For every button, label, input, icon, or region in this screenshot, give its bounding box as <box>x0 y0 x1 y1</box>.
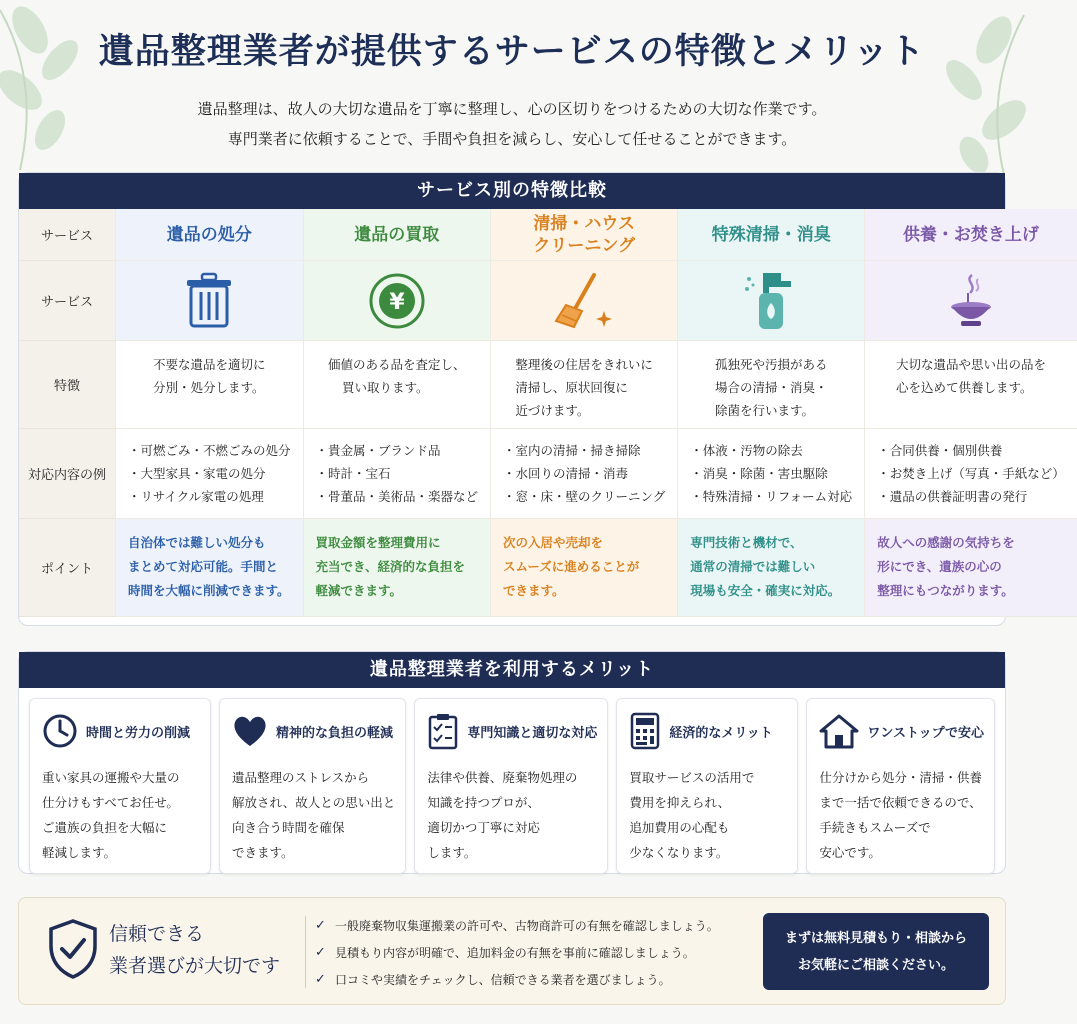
example-item: ・消臭・除菌・害虫駆除 <box>690 466 828 481</box>
merit-title: 経済的なメリット <box>669 725 773 741</box>
point-text: 現場も安全・確実に対応。 <box>690 583 841 598</box>
merit-text: 向き合う時間を確保 <box>232 820 345 835</box>
intro-line: 専門業者に依頼することで、手間や負担を減らし、安心して任せることができます。 <box>227 130 797 148</box>
point-text: 専門技術と機材で、 <box>690 535 803 550</box>
point-text: 整理にもつながります。 <box>877 583 1014 598</box>
example-item: ・貴金属・ブランド品 <box>315 443 441 458</box>
merit-text: 重い家具の運搬や大量の <box>42 770 180 785</box>
merit-text: 軽減します。 <box>42 845 117 860</box>
merits-header: 遺品整理業者を利用するメリット <box>19 652 1005 688</box>
trust-section <box>18 897 1006 1005</box>
point-text: 次の入居や売却を <box>503 535 604 550</box>
check-text: 見積もり内容が明確で、追加料金の有無を事前に確認しましょう。 <box>335 946 695 960</box>
point-text: 自治体では難しい処分も <box>128 535 266 550</box>
example-item: ・室内の清掃・掃き掃除 <box>503 443 641 458</box>
point-text: できます。 <box>503 583 565 598</box>
calculator-icon <box>629 712 661 750</box>
point-text: 充当でき、経済的な負担を <box>315 559 466 574</box>
divider <box>305 916 306 988</box>
merit-text: できます。 <box>232 845 294 860</box>
feature-text: 近づけます。 <box>515 403 590 418</box>
examples-cell <box>303 429 491 519</box>
feature-cell <box>677 341 864 429</box>
merit-text: まで一括で依頼できるので、 <box>819 795 982 810</box>
intro-line: 遺品整理は、故人の大切な遺品を丁寧に整理し、心の区切りをつけるための大切な作業です。 <box>197 100 827 118</box>
merit-text: 追加費用の心配も <box>629 820 730 835</box>
point-text: スムーズに進めることが <box>503 559 640 574</box>
point-text: 時間を大幅に削減できます。 <box>128 583 290 598</box>
point-text: 買取金額を整理費用に <box>315 535 441 550</box>
point-cell <box>677 519 864 617</box>
service-name-text: 遺品の買取 <box>354 224 440 245</box>
service-name-memorial <box>864 209 1077 261</box>
example-item: ・リサイクル家電の処理 <box>128 489 264 504</box>
merit-text: 法律や供養、廃棄物処理の <box>427 770 578 785</box>
service-name-text: 特殊清掃・消臭 <box>711 224 831 245</box>
service-icon-cell <box>303 261 491 341</box>
merit-cards <box>29 698 995 865</box>
feature-text: 買い取ります。 <box>342 380 429 395</box>
service-name-buyback <box>303 209 491 261</box>
merit-text: 手続きもスムーズで <box>819 820 931 835</box>
point-cell <box>303 519 491 617</box>
merit-text: 仕分けもすべてお任せ。 <box>42 795 179 810</box>
point-cell <box>490 519 677 617</box>
feature-text: 大切な遺品や思い出の品を <box>895 357 1046 372</box>
merit-title: 精神的な負担の軽減 <box>276 725 394 741</box>
feature-text: 分別・処分します。 <box>153 380 265 395</box>
example-item: ・窓・床・壁のクリーニング <box>503 489 666 504</box>
point-text: 故人への感謝の気持ちを <box>877 535 1015 550</box>
check-list <box>315 912 755 993</box>
merit-text: します。 <box>427 845 477 860</box>
merit-text: 解放され、故人との思い出と <box>232 795 396 810</box>
check-icon: ✓ <box>315 972 326 987</box>
svg-text:¥: ¥ <box>389 289 405 315</box>
feature-text: 整理後の住居をきれいに <box>515 357 653 372</box>
row-label-point: ポイント <box>19 519 115 617</box>
row-label-service-name: サービス <box>19 209 115 261</box>
feature-cell <box>115 341 303 429</box>
example-item: ・お焚き上げ（写真・手紙など） <box>877 466 1065 481</box>
heart-icon <box>232 714 268 748</box>
feature-cell <box>490 341 677 429</box>
merit-text: 知識を持つプロが、 <box>427 795 540 810</box>
merit-card-economic <box>616 698 798 874</box>
incense-burner-icon <box>944 271 998 331</box>
service-name-cleaning <box>490 209 677 261</box>
service-name-text: 供養・お焚き上げ <box>902 224 1039 245</box>
check-text: 一般廃棄物収集運搬業の許可や、古物商許可の有無を確認しましょう。 <box>335 919 719 933</box>
merit-card-one-stop <box>806 698 995 874</box>
service-icon-cell <box>677 261 864 341</box>
merit-text: 仕分けから処分・清掃・供養 <box>819 770 982 785</box>
trust-title-line: 業者選びが大切です <box>109 955 281 977</box>
feature-cell <box>864 341 1077 429</box>
service-icon-cell <box>115 261 303 341</box>
example-item: ・特殊清掃・リフォーム対応 <box>690 489 853 504</box>
merit-text: 費用を抑えられ、 <box>629 795 731 810</box>
merit-title: ワンストップで安心 <box>867 725 984 741</box>
intro-text <box>0 94 1024 154</box>
merit-title: 専門知識と適切な対応 <box>467 725 598 741</box>
house-icon <box>819 713 859 749</box>
merit-card-time <box>29 698 211 874</box>
comparison-table <box>19 209 1065 625</box>
comparison-header: サービス別の特徴比較 <box>19 173 1005 209</box>
page-title: 遺品整理業者が提供するサービスの特徴とメリット <box>98 31 926 72</box>
feature-text: 不要な遺品を適切に <box>153 357 266 372</box>
feature-cell <box>303 341 491 429</box>
merit-card-expertise <box>414 698 608 874</box>
checklist-icon <box>427 712 459 750</box>
yen-coin-icon <box>367 271 427 331</box>
check-icon: ✓ <box>315 918 326 933</box>
merit-text: 安心です。 <box>819 845 881 860</box>
service-name-text: 清掃・ハウス <box>533 213 635 234</box>
examples-cell <box>677 429 864 519</box>
check-item <box>315 939 755 966</box>
examples-cell <box>490 429 677 519</box>
point-cell <box>115 519 303 617</box>
point-text: まとめて対応可能。手間と <box>128 559 279 574</box>
merits-section <box>18 651 1006 874</box>
row-label-examples: 対応内容の例 <box>19 429 115 519</box>
cta-line: まずは無料見積もり・相談から <box>784 930 967 946</box>
check-item <box>315 966 755 993</box>
feature-text: 孤独死や汚損がある <box>714 357 828 372</box>
point-text: 形にでき、遺族の心の <box>877 559 1002 574</box>
feature-text: 除菌を行います。 <box>714 403 814 418</box>
example-item: ・時計・宝石 <box>315 466 391 481</box>
merit-text: 適切かつ丁寧に対応 <box>427 820 540 835</box>
cta-line: お気軽にご相談ください。 <box>797 957 954 973</box>
example-item: ・遺品の供養証明書の発行 <box>877 489 1028 504</box>
point-text: 軽減できます。 <box>315 583 403 598</box>
example-item: ・水回りの清掃・消毒 <box>503 466 629 481</box>
merit-text: ご遺族の負担を大幅に <box>42 820 168 835</box>
feature-text: 清掃し、原状回復に <box>515 380 628 395</box>
check-icon: ✓ <box>315 945 326 960</box>
free-estimate-button[interactable] <box>763 913 989 990</box>
examples-cell <box>864 429 1077 519</box>
feature-text: 場合の清掃・消臭・ <box>714 380 828 395</box>
examples-cell <box>115 429 303 519</box>
trust-title-line: 信頼できる <box>109 923 205 945</box>
clock-icon <box>42 713 78 749</box>
service-name-special-cleaning <box>677 209 864 261</box>
example-item: ・合同供養・個別供養 <box>877 443 1003 458</box>
trust-title <box>109 918 309 982</box>
point-cell <box>864 519 1077 617</box>
example-item: ・骨董品・美術品・楽器など <box>315 489 479 504</box>
merit-text: 買取サービスの活用で <box>629 770 755 785</box>
trash-can-icon <box>183 272 235 330</box>
merit-text: 遺品整理のストレスから <box>232 770 370 785</box>
feature-text: 心を込めて供養します。 <box>895 380 1033 395</box>
spray-bottle-icon <box>741 269 801 333</box>
row-label-feature: 特徴 <box>19 341 115 429</box>
service-icon-cell <box>490 261 677 341</box>
example-item: ・可燃ごみ・不燃ごみの処分 <box>128 443 291 458</box>
broom-icon <box>552 271 616 331</box>
feature-text: 価値のある品を査定し、 <box>328 357 466 372</box>
example-item: ・大型家具・家電の処分 <box>128 466 266 481</box>
check-item <box>315 912 755 939</box>
row-label-service-icon: サービス <box>19 261 115 341</box>
merit-text: 少なくなります。 <box>629 845 729 860</box>
shield-check-icon <box>47 918 99 980</box>
merit-title: 時間と労力の削減 <box>86 725 191 741</box>
check-text: 口コミや実績をチェックし、信頼できる業者を選びましょう。 <box>335 973 671 987</box>
merit-card-emotional <box>219 698 406 874</box>
service-name-disposal <box>115 209 303 261</box>
example-item: ・体液・汚物の除去 <box>690 443 803 458</box>
service-name-text: 遺品の処分 <box>166 224 252 245</box>
service-name-text: クリーニング <box>533 235 635 256</box>
point-text: 通常の清掃では難しい <box>690 559 816 574</box>
service-icon-cell <box>864 261 1077 341</box>
service-comparison-section <box>18 172 1065 626</box>
